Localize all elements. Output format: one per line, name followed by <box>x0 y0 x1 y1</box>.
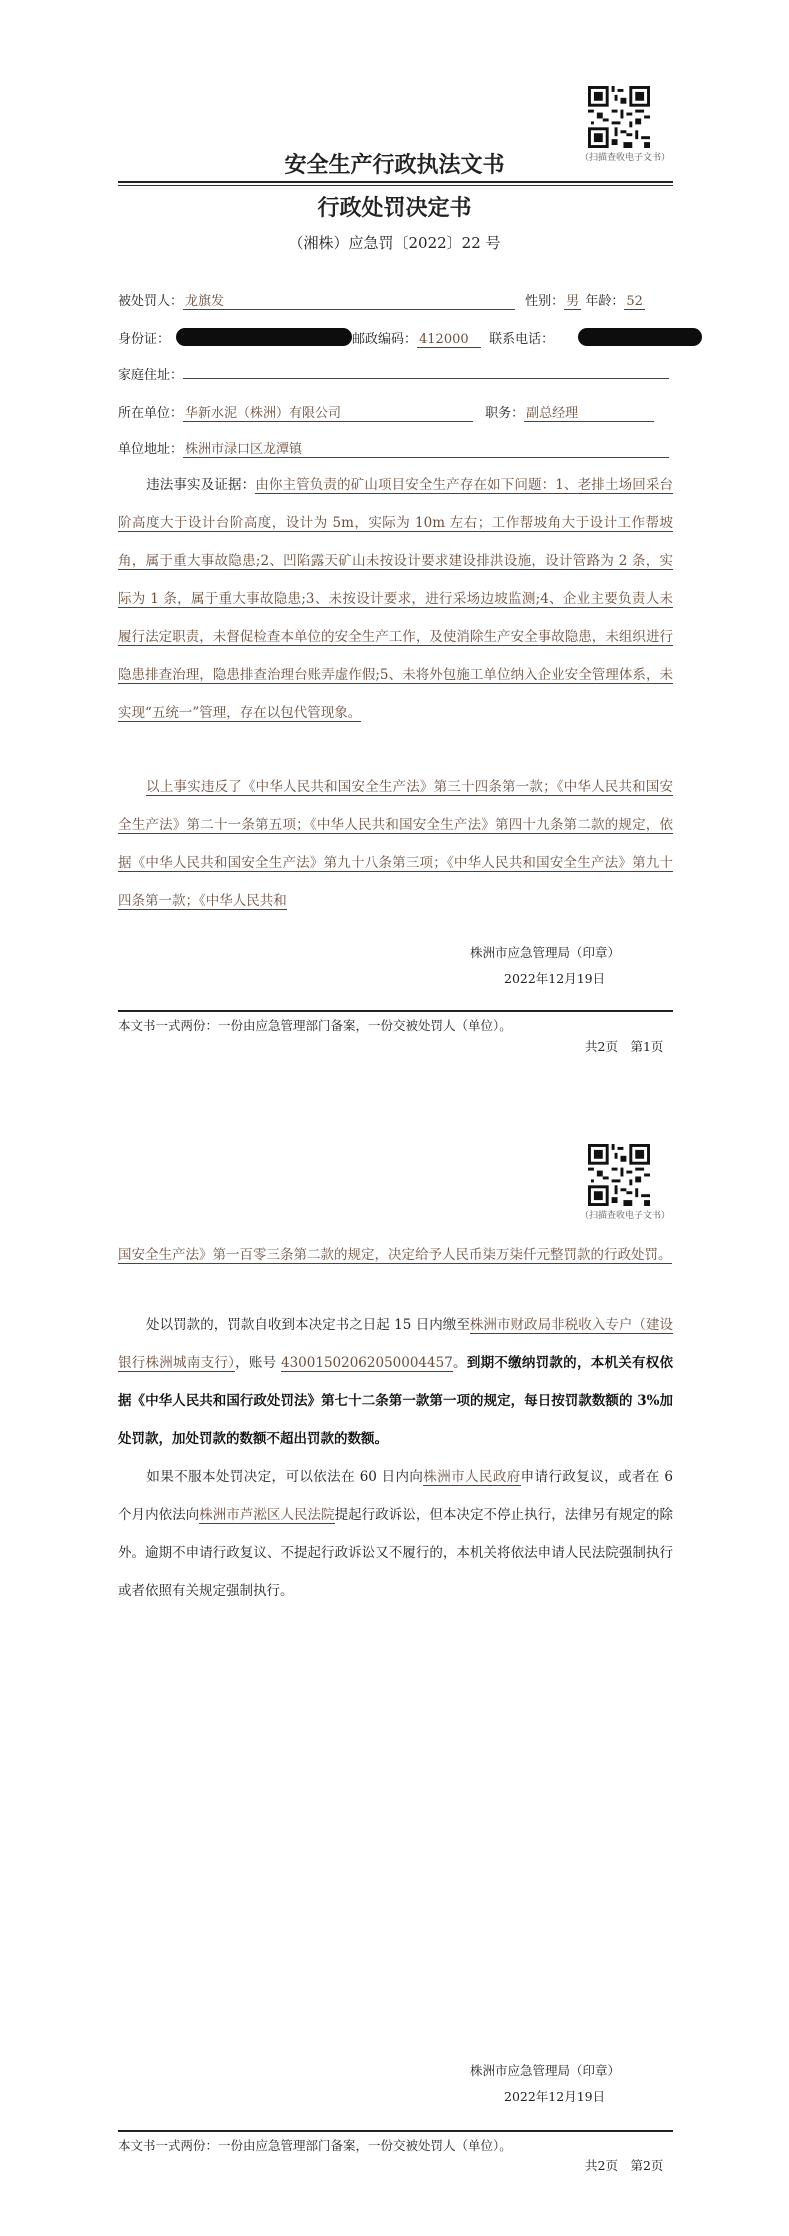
footer-rule-page1 <box>118 1010 673 1012</box>
qr-caption-page1: （扫描查收电子文书） <box>580 153 671 163</box>
id-label: 身份证： <box>118 332 171 347</box>
signature-date-page2: 2022年12月19日 <box>504 2089 606 2104</box>
position-label: 职务： <box>485 406 525 421</box>
row-penalized <box>118 290 645 310</box>
payment-text-a: 处以罚款的，罚款自收到本决定书之日起 15 日内缴至 <box>146 1317 470 1333</box>
legal-basis-text-p2: 国安全生产法》第一百零三条第二款的规定，决定给予人民币柒万柒仟元整罚款的行政处罚。 <box>118 1247 672 1263</box>
legal-basis-paragraph <box>118 768 673 920</box>
footer-note-page1: 本文书一式两份：一份由应急管理部门备案，一份交被处罚人（单位）。 <box>118 1018 512 1033</box>
payment-late-fee-notice: 到期不缴纳罚款的，本机关有权依据《中华人民共和国行政处罚法》第七十二条第一款第一项的规定，每日按罚款数额的 3%加处罚款，加处罚款的数额不超出罚款的数额。 <box>118 1355 674 1447</box>
legal-basis-text-p1: 以上事实违反了《中华人民共和国安全生产法》第三十四条第一款；《中华人民共和国安全生产法》第二十一条第五项；《中华人民共和国安全生产法》第四十九条第二款的规定，依据《中华人民共和国安全生产法》第九十八条第三项；《中华人民共和国安全生产法》第九十四条第一款；《中华人民共和 <box>118 779 673 909</box>
redacted-id-number <box>176 328 352 346</box>
row-address <box>118 364 669 383</box>
legal-basis-paragraph-cont <box>118 1236 673 1274</box>
unit-address-label: 单位地址： <box>118 442 184 457</box>
gender-label: 性别： <box>525 294 565 309</box>
postal-value: 412000 <box>417 332 481 348</box>
header-rule-top <box>118 181 673 183</box>
employer-label: 所在单位： <box>118 406 184 421</box>
signature-date-page1: 2022年12月19日 <box>504 971 606 986</box>
facts-label: 违法事实及证据： <box>146 477 256 493</box>
payment-text-c: 。 <box>452 1355 467 1371</box>
appeal-text-3: 提起行政诉讼，但本决定不停止执行，法律另有规定的除外。逾期不申请行政复议、不提起行政诉讼又不履行的，本机关将依法申请人民法院强制执行或者依照有关规定强制执行。 <box>118 1507 674 1599</box>
qr-caption-page2: （扫描查收电子文书） <box>580 1211 671 1221</box>
row-id <box>118 328 170 347</box>
facts-text: 由你主管负责的矿山项目安全生产存在如下问题：1、老排土场回采台阶高度大于设计台阶高度，设计为 5m，实际为 10m 左右；工作帮坡角大于设计工作帮坡角，属于重大事故隐患;2、凹陷露天矿山未按设计要求建设排洪设施，设计管路为 2 条，实际为 1 条，属于重大事故隐患;3、未按设计要求，进行采场边坡监测;4、企业主要负责人未履行法定职责，未督促检查本单位的安全生产工作，及使消除生产安全事故隐患，未组织进行隐患排查治理，隐患排查治理台账弄虚作假;5、未将外包施工单位纳入企业安全管理体系，未实现“五统一”管理，存在以包代管现象。 <box>118 477 673 721</box>
postal-label: 邮政编码： <box>352 332 418 347</box>
employer-value: 华新水泥（株洲）有限公司 <box>183 402 473 422</box>
page-number-page1: 共2页 第1页 <box>585 1039 664 1054</box>
page-number-page2: 共2页 第2页 <box>585 2158 664 2173</box>
row-postal <box>352 328 554 348</box>
gender-value: 男 <box>564 290 581 310</box>
appeal-paragraph <box>118 1458 673 1610</box>
age-value: 52 <box>626 294 643 309</box>
position-value: 副总经理 <box>524 402 654 422</box>
signature-org-page1: 株洲市应急管理局（印章） <box>470 945 621 960</box>
payment-bank: 株洲市财政局非税收入专户（建设银行株洲城南支行） <box>118 1317 673 1371</box>
age-label: 年龄： <box>585 294 625 309</box>
appeal-text-2: 申请行政复议，或者在 6 个月内依法向 <box>118 1469 673 1523</box>
appeal-court: 株洲市芦淞区人民法院 <box>199 1507 335 1523</box>
appeal-authority: 株洲市人民政府 <box>423 1469 521 1485</box>
penalized-label: 被处罚人： <box>118 294 184 309</box>
document-title: 行政处罚决定书 <box>317 195 472 221</box>
unit-address-value: 株洲市渌口区龙潭镇 <box>183 438 669 458</box>
document-series-title: 安全生产行政执法文书 <box>284 152 505 178</box>
qr-code-icon <box>588 1144 650 1206</box>
qr-code-page2 <box>588 1144 650 1206</box>
signature-org-page2: 株洲市应急管理局（印章） <box>470 2063 621 2078</box>
penalized-name: 龙旗发 <box>183 290 515 310</box>
phone-label: 联系电话： <box>489 332 555 347</box>
address-label: 家庭住址： <box>118 368 184 383</box>
footer-rule-page2 <box>118 2130 673 2132</box>
payment-text-b: ，账号 <box>235 1355 281 1371</box>
qr-code-page1 <box>588 86 650 148</box>
qr-code-icon <box>588 86 650 148</box>
header-rule-bottom <box>118 185 673 186</box>
address-value <box>183 364 669 379</box>
facts-paragraph <box>118 466 673 732</box>
row-unit-address <box>118 438 669 458</box>
redacted-phone-number <box>578 328 702 346</box>
payment-paragraph <box>118 1306 673 1458</box>
row-employer <box>118 402 654 422</box>
payment-account: 4300150206205000445​7 <box>281 1355 453 1371</box>
appeal-text-1: 如果不服本处罚决定，可以依法在 60 日内向 <box>146 1469 424 1485</box>
document-number: （湘株）应急罚〔2022〕22 号 <box>288 234 501 252</box>
footer-note-page2: 本文书一式两份：一份由应急管理部门备案，一份交被处罚人（单位）。 <box>118 2138 512 2153</box>
